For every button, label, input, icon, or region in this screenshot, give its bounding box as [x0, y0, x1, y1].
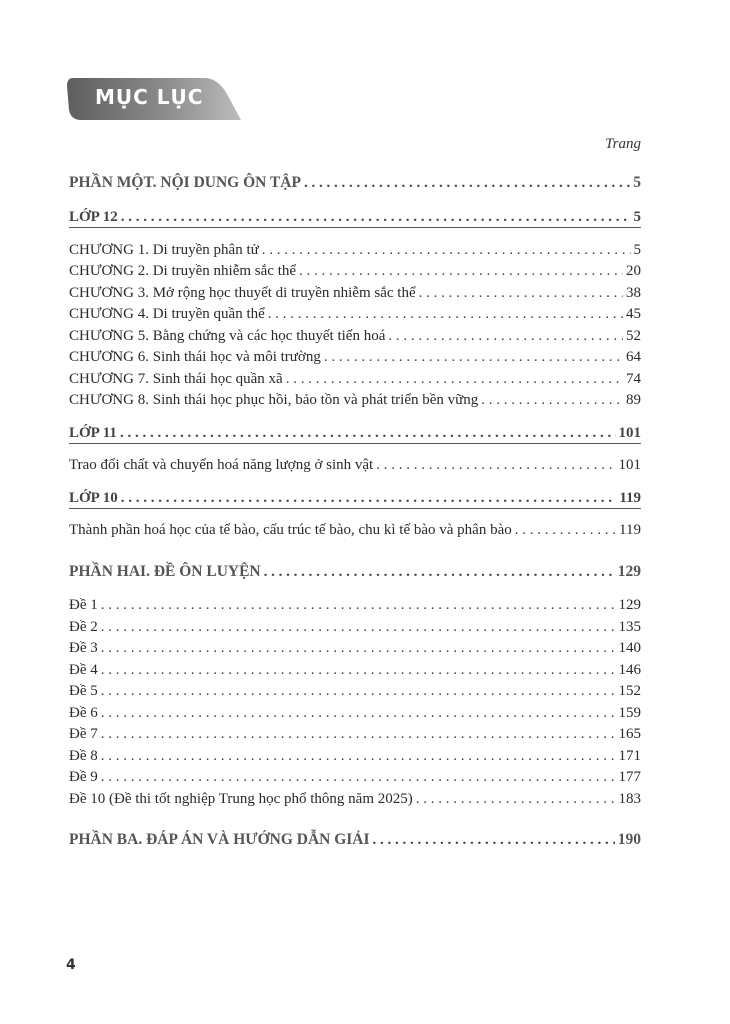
- page-number: 4: [66, 957, 76, 973]
- dot-leader: [121, 489, 617, 507]
- toc-page-number: 190: [617, 831, 641, 848]
- toc-label: Đề 5: [69, 683, 98, 699]
- toc-page-number: 171: [618, 748, 641, 764]
- toc-entry-row[interactable]: [69, 790, 641, 808]
- dot-leader: [419, 284, 623, 302]
- dot-leader: [416, 790, 616, 808]
- dot-leader: [101, 768, 616, 786]
- toc-page-number: 129: [618, 597, 641, 613]
- toc-page-number: 74: [626, 371, 641, 387]
- toc-entry-row[interactable]: [69, 241, 641, 259]
- toc-page-number: 177: [618, 769, 641, 785]
- toc-label: PHẦN MỘT. NỘI DUNG ÔN TẬP: [69, 174, 301, 191]
- toc-page-number: 5: [633, 242, 641, 258]
- toc-label: CHƯƠNG 3. Mở rộng học thuyết di truyền nhiễm sắc thể: [69, 285, 416, 301]
- toc-entry-row[interactable]: [69, 391, 641, 409]
- dot-leader: [120, 424, 616, 442]
- toc-page-number: 119: [619, 490, 641, 506]
- dot-leader: [376, 456, 615, 474]
- toc-entry-row[interactable]: [69, 521, 641, 539]
- toc-page-number: 20: [626, 263, 641, 279]
- toc-page-number: 119: [619, 522, 641, 538]
- toc-entry-row[interactable]: [69, 747, 641, 765]
- toc-label: PHẦN HAI. ĐỀ ÔN LUYỆN: [69, 563, 261, 580]
- toc-label: Đề 3: [69, 640, 98, 656]
- dot-leader: [101, 596, 616, 614]
- toc-label: CHƯƠNG 5. Bằng chứng và các học thuyết tiến hoá: [69, 328, 386, 344]
- dot-leader: [101, 725, 616, 743]
- toc-entry-row[interactable]: [69, 596, 641, 614]
- dot-leader: [262, 241, 631, 259]
- toc-label: CHƯƠNG 2. Di truyền nhiễm sắc thể: [69, 263, 297, 279]
- dot-leader: [299, 262, 623, 280]
- dot-leader: [373, 831, 615, 849]
- toc-part-row[interactable]: [69, 831, 641, 849]
- toc-page-number: 183: [618, 791, 641, 807]
- page-column-label: Trang: [605, 136, 641, 152]
- toc-label: CHƯƠNG 8. Sinh thái học phục hồi, bảo tồn và phát triển bền vững: [69, 392, 479, 408]
- toc-page-number: 159: [618, 705, 641, 721]
- toc-entry-row[interactable]: [69, 768, 641, 786]
- toc-entry-row[interactable]: [69, 284, 641, 302]
- toc-part-row[interactable]: [69, 174, 641, 192]
- toc-entry-row[interactable]: [69, 327, 641, 345]
- toc-label: Đề 4: [69, 662, 98, 678]
- toc-entry-row[interactable]: [69, 262, 641, 280]
- dot-leader: [121, 208, 631, 226]
- toc-page-number: 45: [626, 306, 641, 322]
- toc-label: Thành phần hoá học của tế bào, cấu trúc tế bào, chu kì tế bào và phân bào: [69, 522, 512, 538]
- dot-leader: [101, 661, 616, 679]
- toc-entry-row[interactable]: [69, 704, 641, 722]
- toc-page-number: 5: [633, 209, 641, 225]
- toc-page-number: 64: [626, 349, 641, 365]
- dot-leader: [101, 682, 616, 700]
- toc-entry-row[interactable]: [69, 639, 641, 657]
- toc-label: Đề 8: [69, 748, 98, 764]
- dot-leader: [304, 174, 630, 192]
- toc-label: LỚP 10: [69, 490, 118, 506]
- toc-label: CHƯƠNG 7. Sinh thái học quần xã: [69, 371, 283, 387]
- toc-label: Đề 6: [69, 705, 98, 721]
- toc-entry-row[interactable]: [69, 370, 641, 388]
- toc-label: Đề 9: [69, 769, 98, 785]
- toc-grade-row[interactable]: [69, 208, 641, 228]
- toc-label: Đề 2: [69, 619, 98, 635]
- toc-title: MỤC LỤC: [95, 85, 204, 109]
- toc-entry-row[interactable]: [69, 618, 641, 636]
- dot-leader: [101, 747, 616, 765]
- toc-title-banner: [67, 78, 242, 120]
- toc-label: CHƯƠNG 4. Di truyền quần thể: [69, 306, 265, 322]
- dot-leader: [264, 563, 615, 581]
- dot-leader: [388, 327, 623, 345]
- toc-label: LỚP 12: [69, 209, 118, 225]
- toc-grade-row[interactable]: [69, 489, 641, 509]
- dot-leader: [268, 305, 623, 323]
- toc-entry-row[interactable]: [69, 348, 641, 366]
- toc-label: LỚP 11: [69, 425, 117, 441]
- toc-page-number: 101: [618, 457, 641, 473]
- dot-leader: [101, 704, 616, 722]
- toc-entry-row[interactable]: [69, 305, 641, 323]
- toc-label: PHẦN BA. ĐÁP ÁN VÀ HƯỚNG DẪN GIẢI: [69, 831, 370, 848]
- toc-entry-row[interactable]: [69, 661, 641, 679]
- toc-label: CHƯƠNG 1. Di truyền phân tử: [69, 242, 259, 258]
- toc-entry-row[interactable]: [69, 682, 641, 700]
- toc-page-number: 38: [626, 285, 641, 301]
- toc-page-number: 89: [626, 392, 641, 408]
- toc-label: CHƯƠNG 6. Sinh thái học và môi trường: [69, 349, 321, 365]
- dot-leader: [286, 370, 623, 388]
- toc-page-number: 165: [618, 726, 641, 742]
- dot-leader: [101, 639, 616, 657]
- toc-page-number: 101: [618, 425, 641, 441]
- toc-label: Đề 1: [69, 597, 98, 613]
- toc-entry-row[interactable]: [69, 456, 641, 474]
- toc-page-number: 52: [626, 328, 641, 344]
- toc-label: Trao đổi chất và chuyển hoá năng lượng ở sinh vật: [69, 457, 374, 473]
- toc-entry-row[interactable]: [69, 725, 641, 743]
- toc-part-row[interactable]: [69, 563, 641, 581]
- toc-page-number: 140: [618, 640, 641, 656]
- toc-label: Đề 10 (Đề thi tốt nghiệp Trung học phổ thông năm 2025): [69, 791, 413, 807]
- dot-leader: [481, 391, 623, 409]
- toc-page-number: 129: [617, 563, 641, 580]
- toc-page-number: 135: [618, 619, 641, 635]
- toc-grade-row[interactable]: [69, 424, 641, 444]
- dot-leader: [324, 348, 623, 366]
- dot-leader: [515, 521, 616, 539]
- dot-leader: [101, 618, 616, 636]
- toc-label: Đề 7: [69, 726, 98, 742]
- toc-page-number: 152: [618, 683, 641, 699]
- toc-page-number: 5: [633, 174, 641, 191]
- toc-page-number: 146: [618, 662, 641, 678]
